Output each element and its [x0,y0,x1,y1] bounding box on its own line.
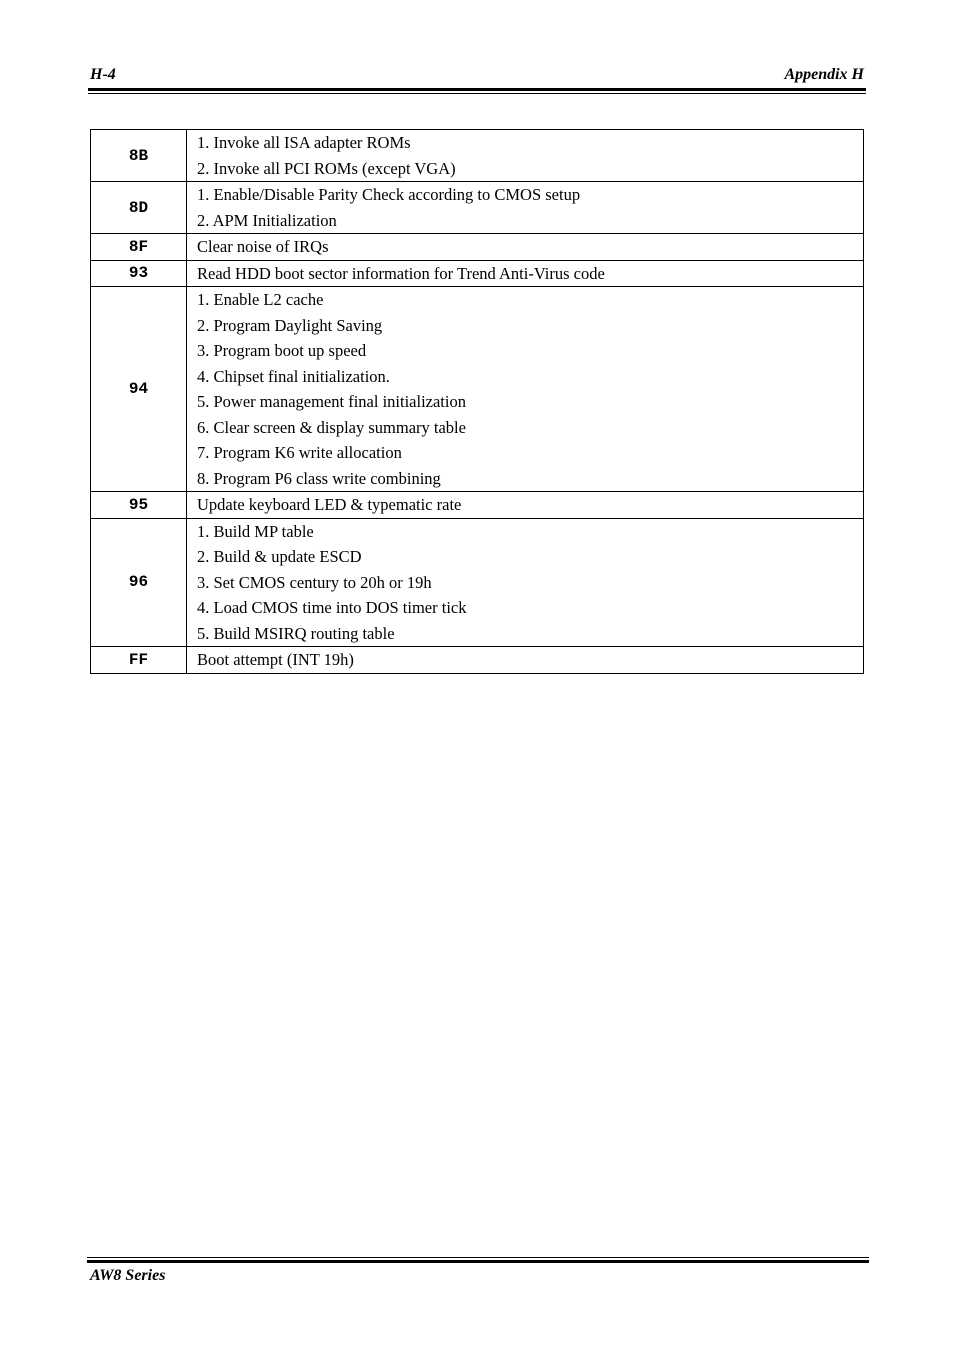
table-row [91,130,864,182]
post-code-description [187,182,864,234]
post-code: 8B [91,130,187,182]
table-row [91,287,864,492]
description-line: 4. Load CMOS time into DOS timer tick [197,598,467,617]
post-code-description [187,492,864,519]
post-code-description [187,130,864,182]
description-line: 2. Build & update ESCD [197,547,362,566]
table-row [91,492,864,519]
table-row [91,647,864,674]
footer-rule [87,1257,869,1264]
description-line: Boot attempt (INT 19h) [197,650,354,669]
post-code-table [90,129,864,674]
post-code-description [187,518,864,647]
section-title: Appendix H [784,66,864,83]
post-code: 96 [91,518,187,647]
description-line: 3. Program boot up speed [197,341,367,360]
description-line: 2. Invoke all PCI ROMs (except VGA) [197,158,456,178]
post-code: 94 [91,287,187,492]
description-line: 4. Chipset final initialization. [197,366,390,386]
footer-series: AW8 Series [90,1267,166,1284]
page-header [88,64,866,86]
description-line: 1. Build MP table [197,521,314,541]
description-line: 1. Enable L2 cache [197,290,324,309]
post-code-description [187,234,864,261]
post-code: 93 [91,260,187,287]
header-rule [88,88,866,94]
post-code: FF [91,647,187,674]
post-code: 95 [91,492,187,519]
description-line: 8. Program P6 class write combining [197,468,441,488]
description-line: Clear noise of IRQs [197,237,329,256]
table-row [91,260,864,287]
post-code: 8F [91,234,187,261]
post-code-description [187,287,864,492]
description-line: 7. Program K6 write allocation [197,443,402,462]
description-line: 1. Enable/Disable Parity Check according to CMOS setup [197,185,581,204]
description-line: 2. APM Initialization [197,210,337,230]
post-code-description [187,647,864,674]
description-line: 2. Program Daylight Saving [197,315,383,335]
table-row [91,182,864,234]
page-number: H-4 [90,66,116,83]
table-row [91,518,864,647]
description-line: Update keyboard LED & typematic rate [197,495,462,514]
description-line: 3. Set CMOS century to 20h or 19h [197,572,432,592]
table-row [91,234,864,261]
post-code-description [187,260,864,287]
description-line: 5. Build MSIRQ routing table [197,623,395,643]
post-code: 8D [91,182,187,234]
description-line: 6. Clear screen & display summary table [197,417,466,437]
post-code-table-body [91,130,864,674]
description-line: 1. Invoke all ISA adapter ROMs [197,133,411,152]
description-line: Read HDD boot sector information for Trend Anti-Virus code [197,263,605,283]
description-line: 5. Power management final initialization [197,392,466,411]
